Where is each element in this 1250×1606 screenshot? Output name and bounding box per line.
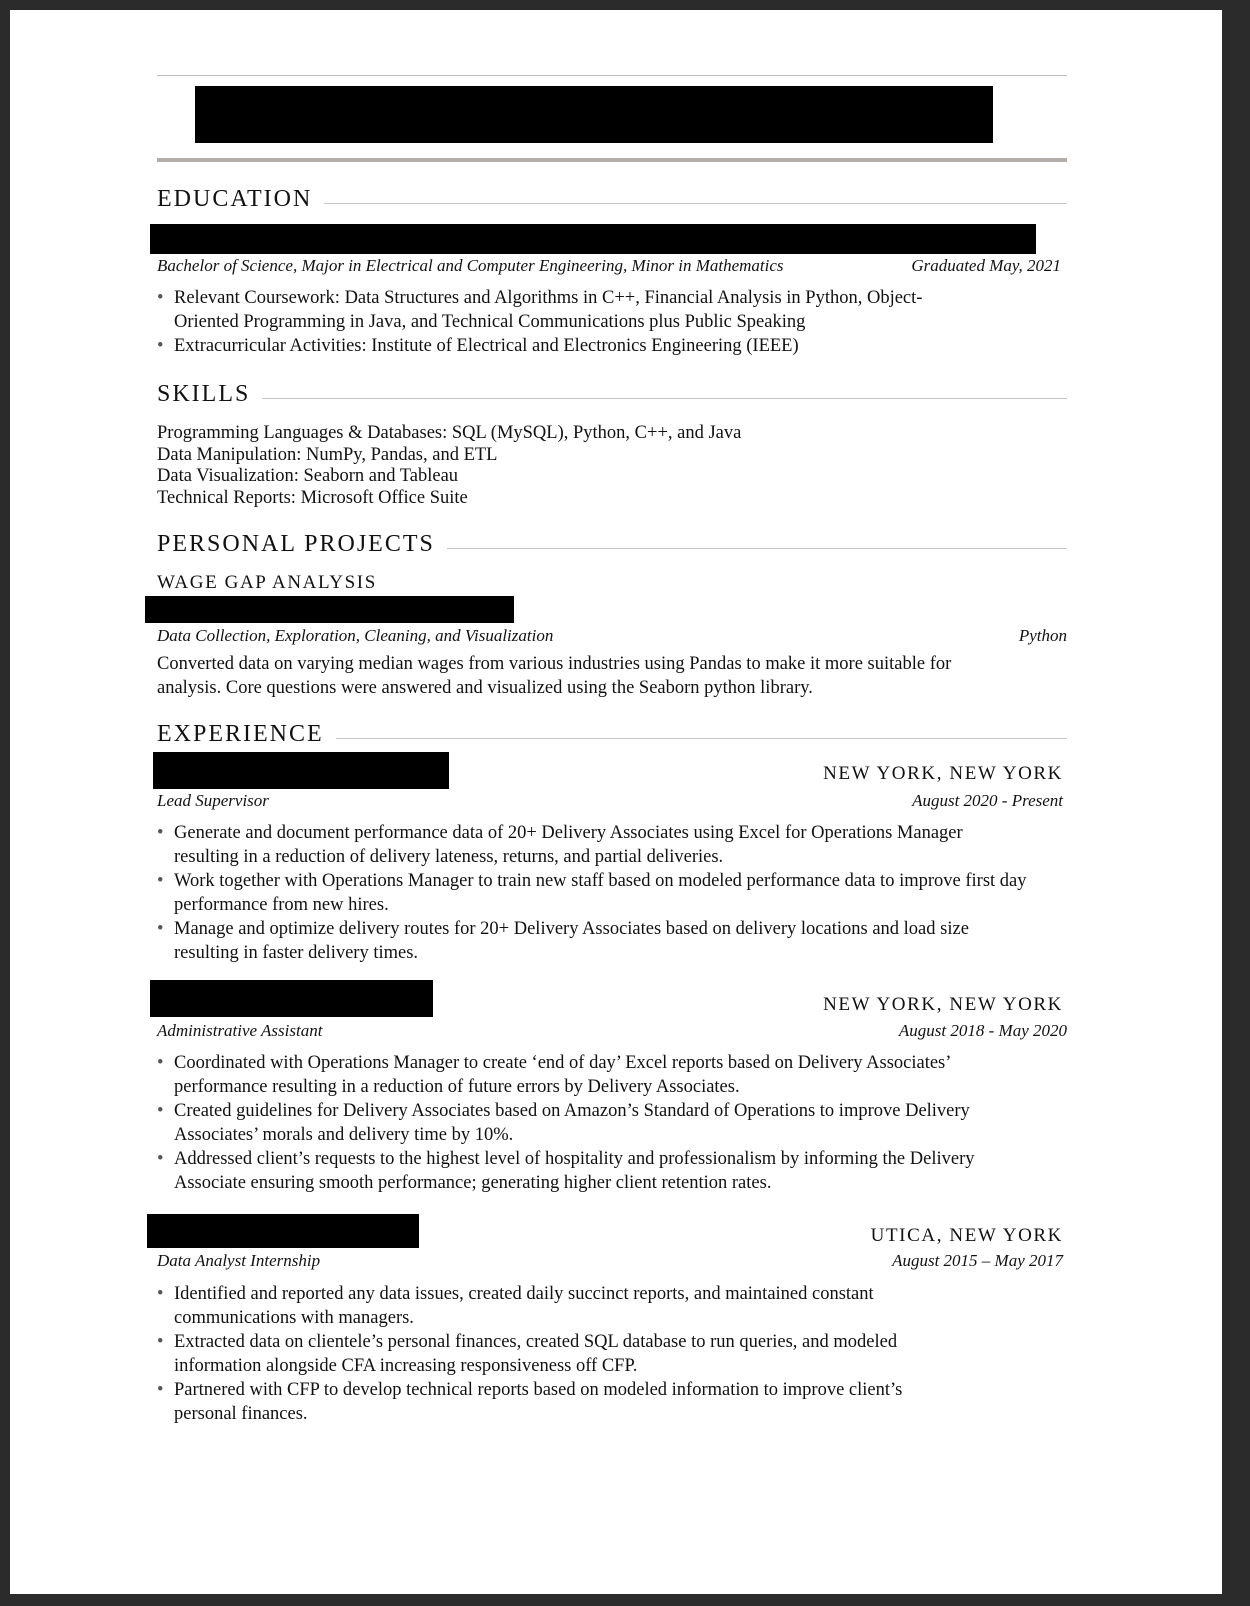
project-name: WAGE GAP ANALYSIS xyxy=(157,572,377,593)
experience-heading xyxy=(157,721,1067,748)
project-subtitle: Data Collection, Exploration, Cleaning, and Visualization xyxy=(157,626,554,645)
redacted-name-contact xyxy=(195,86,993,143)
skills-heading xyxy=(157,381,1067,408)
list-item: • Work together with Operations Manager to train new staff based on modeled performance data to improve first day performance from new hires. xyxy=(157,869,1027,917)
list-item: • Identified and reported any data issues, created daily succinct reports, and maintained constant communications with managers. xyxy=(157,1282,957,1330)
degree: Bachelor of Science, Major in Electrical and Computer Engineering, Minor in Mathematics xyxy=(157,256,784,275)
list-item: • Partnered with CFP to develop technical reports based on modeled information to improve client’s personal finances. xyxy=(157,1378,957,1426)
list-item: • Extracurricular Activities: Institute of Electrical and Electronics Engineering (IEEE) xyxy=(157,334,987,358)
redacted-project-detail xyxy=(145,596,514,623)
education-rule xyxy=(324,203,1067,204)
job-role-row xyxy=(157,791,1067,811)
project-tool: Python xyxy=(1018,626,1067,645)
education-heading xyxy=(157,186,1067,213)
job-role: Lead Supervisor xyxy=(157,791,269,810)
job-location: NEW YORK, NEW YORK xyxy=(823,994,1063,1015)
job-role: Data Analyst Internship xyxy=(157,1251,321,1270)
job-dates: August 2020 - Present xyxy=(912,791,1063,810)
skills-list xyxy=(157,423,1067,509)
graduation-date: Graduated May, 2021 xyxy=(911,256,1061,275)
education-degree-row xyxy=(157,256,1067,276)
job-bullets xyxy=(157,1051,1027,1195)
job-role-row xyxy=(157,1021,1067,1041)
list-item: • Extracted data on clientele’s personal finances, created SQL database to run queries, and modeled information alongside CFA increasing responsiveness off CFP. xyxy=(157,1330,957,1378)
skill-line: Data Manipulation: NumPy, Pandas, and ETL xyxy=(157,444,498,465)
projects-rule xyxy=(447,548,1067,549)
education-bullets xyxy=(157,286,987,358)
list-item: • Relevant Coursework: Data Structures and Algorithms in C++, Financial Analysis in Python, Object-Oriented Programming in Java, and Technical Communications plus Public Speaking xyxy=(157,286,987,334)
resume-page xyxy=(10,10,1222,1594)
experience-rule xyxy=(336,738,1067,739)
skill-line: Data Visualization: Seaborn and Tableau xyxy=(157,466,459,486)
list-item: • Manage and optimize delivery routes for 20+ Delivery Associates based on delivery locations and load size resulting in faster delivery times. xyxy=(157,917,1027,965)
list-item: • Generate and document performance data of 20+ Delivery Associates using Excel for Operations Manager resulting in a reduction of delivery lateness, returns, and partial deliveries. xyxy=(157,821,1027,869)
projects-title: PERSONAL PROJECTS xyxy=(157,531,435,557)
projects-heading xyxy=(157,531,1067,558)
experience-title: EXPERIENCE xyxy=(157,721,324,747)
list-item: • Coordinated with Operations Manager to create ‘end of day’ Excel reports based on Delivery Associates’ performance resulting in a reduction of future errors by Delivery Associates. xyxy=(157,1051,1027,1099)
job-bullets xyxy=(157,821,1027,965)
project-description: Converted data on varying median wages from various industries using Pandas to make it more suitable for analysis. Core questions were answered and visualized using the Seaborn python library. xyxy=(157,654,952,698)
job-dates: August 2018 - May 2020 xyxy=(898,1021,1067,1040)
job-location: NEW YORK, NEW YORK xyxy=(823,763,1063,784)
education-title: EDUCATION xyxy=(157,186,313,212)
list-item: • Addressed client’s requests to the highest level of hospitality and professionalism by informing the Delivery Associate ensuring smooth performance; generating higher client retention rates. xyxy=(157,1147,1027,1195)
project-subtitle-row xyxy=(157,626,1067,646)
skill-line: Programming Languages & Databases: SQL (MySQL), Python, C++, and Java xyxy=(157,423,742,443)
skill-line: Technical Reports: Microsoft Office Suite xyxy=(157,487,468,508)
job-dates: August 2015 – May 2017 xyxy=(892,1251,1063,1270)
list-item: • Created guidelines for Delivery Associates based on Amazon’s Standard of Operations to improve Delivery Associates’ morals and delivery time by 10%. xyxy=(157,1099,1027,1147)
header-top-rule xyxy=(157,75,1067,76)
job-role-row xyxy=(157,1251,1067,1271)
skills-title: SKILLS xyxy=(157,381,251,407)
job-bullets xyxy=(157,1282,957,1426)
redacted-school xyxy=(150,224,1036,254)
job-location: UTICA, NEW YORK xyxy=(870,1225,1063,1246)
header-bottom-rule xyxy=(157,158,1067,162)
skills-rule xyxy=(262,398,1067,399)
job-role: Administrative Assistant xyxy=(157,1021,323,1040)
